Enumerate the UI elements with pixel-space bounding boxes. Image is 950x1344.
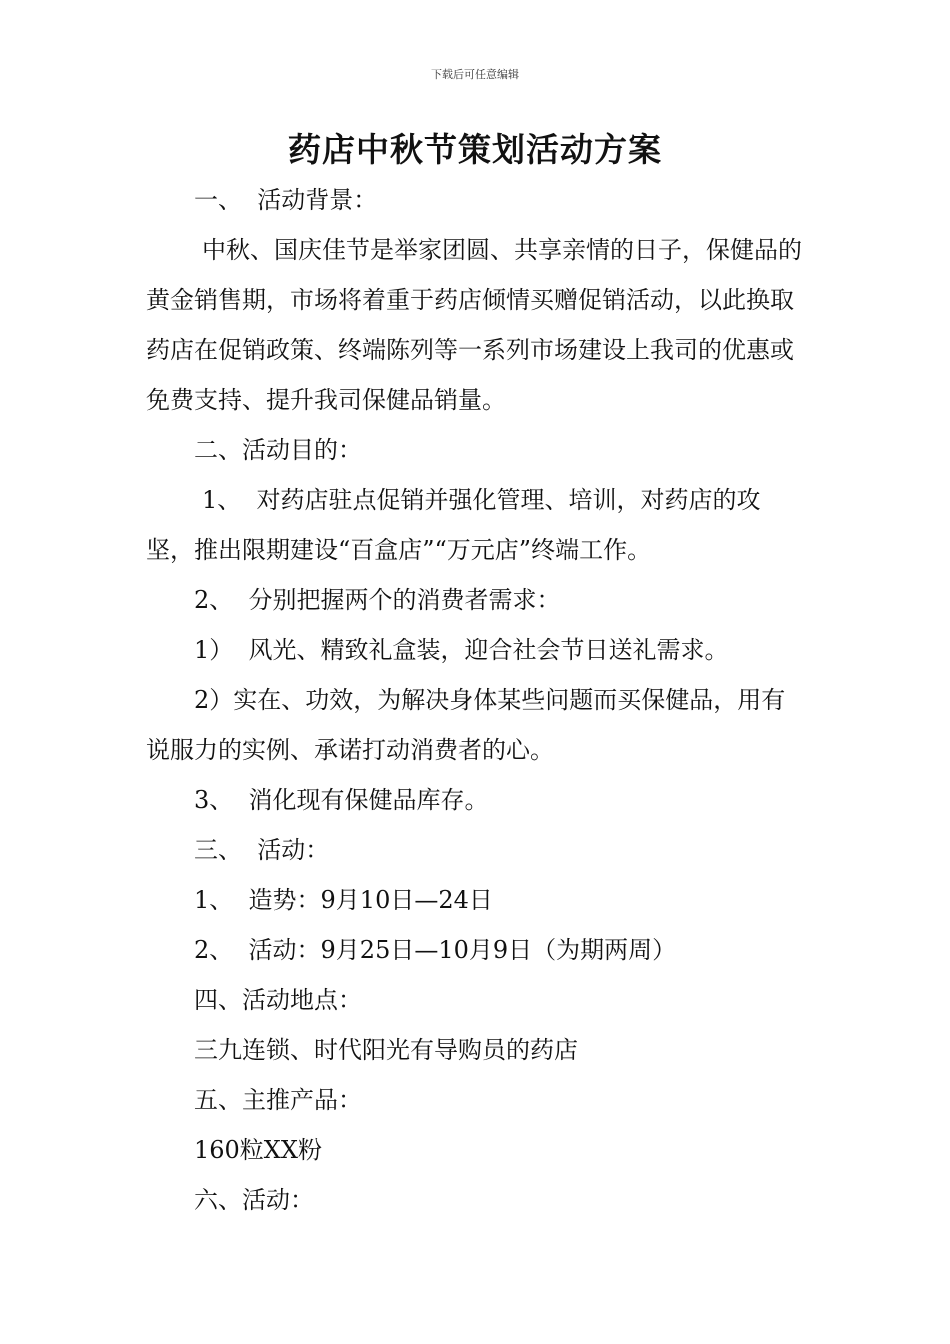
paragraph-background: 中秋、国庆佳节是举家团圆、共享亲情的日子，保健品的黄金销售期，市场将着重于药店倾情买赠促销活动，以此换取药店在促销政策、终端陈列等一系列市场建设上我司的优惠或免费支持、提升我司保健品销量。 — [146, 236, 802, 414]
paragraph-objective-2-2: 2）实在、功效，为解决身体某些问题而买保健品，用有说服力的实例、承诺打动消费者的心。 — [146, 686, 786, 764]
paragraph-products: 160粒XX粉 — [194, 1136, 322, 1164]
section-heading-location: 四、活动地点： — [194, 986, 362, 1014]
paragraph-objective-3: 3、 消化现有保健品库存。 — [194, 786, 489, 814]
section-heading-background: 一、 活动背景： — [194, 186, 378, 214]
download-note: 下载后可任意编辑 — [431, 68, 519, 81]
section-heading-products: 五、主推产品： — [194, 1086, 362, 1114]
paragraph-location: 三九连锁、时代阳光有导购员的药店 — [194, 1036, 578, 1064]
paragraph-objective-2: 2、 分别把握两个的消费者需求： — [194, 586, 561, 614]
section-heading-objectives: 二、活动目的： — [194, 436, 362, 464]
section-heading-activity-6: 六、活动： — [194, 1186, 314, 1214]
paragraph-activity-2: 2、 活动：9月25日—10月9日（为期两周） — [194, 936, 677, 964]
section-heading-activity: 三、 活动： — [194, 836, 330, 864]
paragraph-objective-2-1: 1） 风光、精致礼盒装，迎合社会节日送礼需求。 — [194, 636, 729, 664]
paragraph-activity-1: 1、 造势：9月10日—24日 — [194, 886, 493, 914]
document-title: 药店中秋节策划活动方案 — [288, 130, 662, 169]
document-body — [146, 175, 808, 1225]
paragraph-objective-1: 1、 对药店驻点促销并强化管理、培训，对药店的攻坚，推出限期建设“百盒店”“万元店”终端工作。 — [146, 486, 761, 564]
